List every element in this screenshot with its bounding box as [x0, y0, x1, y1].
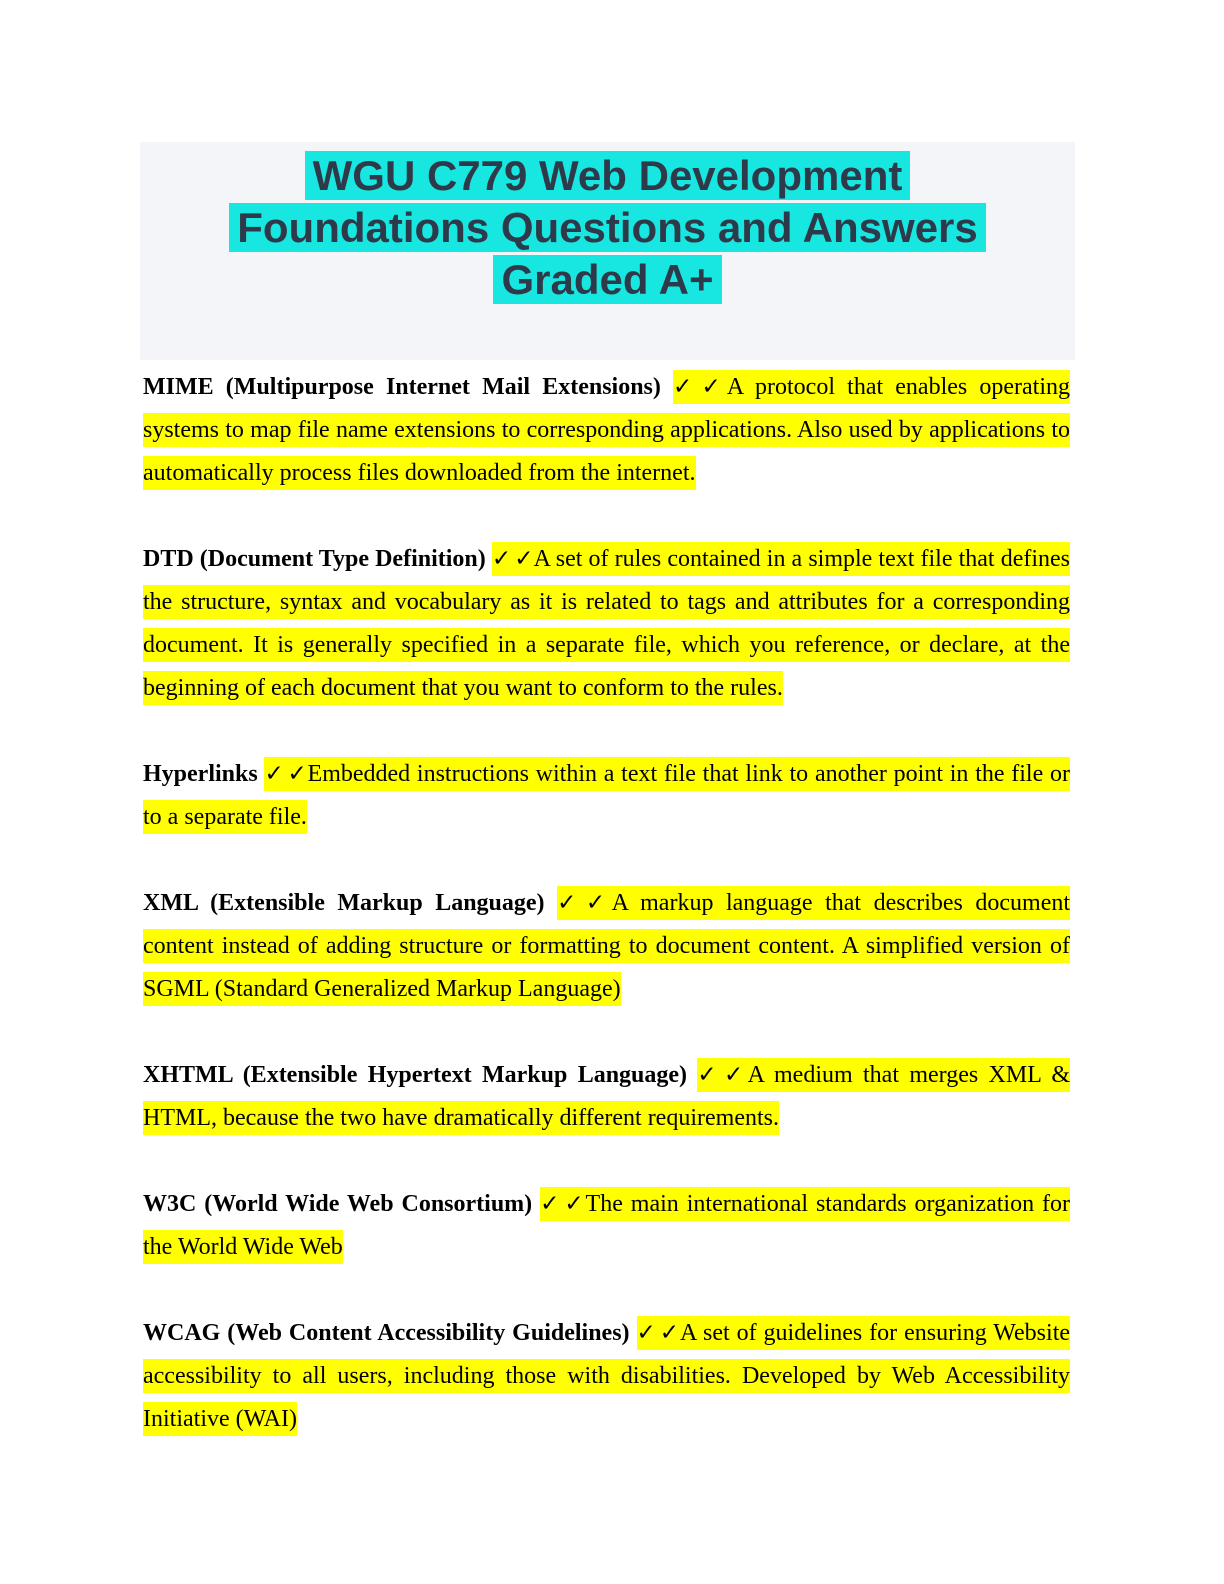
qa-answer-text: A protocol that enables operating systems to map file name extensions to corresponding applications. Also used by applications to automatically process files downloaded from the internet. [143, 374, 1071, 486]
qa-entry [143, 1312, 1070, 1441]
qa-term: XML (Extensible Markup Language) [143, 890, 545, 916]
qa-answer-text: The main international standards organization for the World Wide Web [143, 1191, 1071, 1260]
double-checkmark-icon: ✓✓ [636, 1320, 683, 1346]
qa-entry [143, 366, 1070, 495]
qa-list [143, 366, 1070, 1441]
qa-answer-text: A medium that merges XML & HTML, because the two have dramatically different requirements. [143, 1062, 1070, 1131]
double-checkmark-icon: ✓✓ [540, 1191, 589, 1217]
qa-term: XHTML (Extensible Hypertext Markup Language) [143, 1062, 688, 1088]
qa-answer-text: A markup language that describes document content instead of adding structure or formatting to document content. A simplified version of SGML (Standard Generalized Markup Language) [143, 890, 1071, 1002]
qa-answer-text: A set of rules contained in a simple text file that defines the structure, syntax and vocabulary as it is related to tags and attributes for a corresponding document. It is generally specified in a separate file, which you reference, or declare, at the beginning of each document that you want to conform to the rules. [143, 546, 1071, 701]
qa-entry [143, 1183, 1070, 1269]
double-checkmark-icon: ✓✓ [673, 374, 730, 400]
double-checkmark-icon: ✓✓ [697, 1062, 751, 1088]
page-title-line-2 [140, 202, 1075, 254]
qa-term: W3C (World Wide Web Consortium) [143, 1191, 533, 1217]
qa-term: Hyperlinks [143, 761, 258, 787]
title-highlight: Foundations Questions and Answers [229, 203, 986, 252]
qa-term: WCAG (Web Content Accessibility Guidelines) [143, 1320, 630, 1346]
qa-entry [143, 1054, 1070, 1140]
double-checkmark-icon: ✓✓ [264, 761, 311, 787]
qa-term: DTD (Document Type Definition) [143, 546, 486, 572]
title-highlight: WGU C779 Web Development [305, 151, 911, 200]
title-highlight: Graded A+ [493, 255, 721, 304]
double-checkmark-icon: ✓✓ [491, 546, 537, 572]
qa-term: MIME (Multipurpose Internet Mail Extensions) [143, 374, 661, 400]
qa-answer-text: A set of guidelines for ensuring Website accessibility to all users, including those with disabilities. Developed by Web Accessibility Initiative (WAI) [143, 1320, 1071, 1432]
page-title-line-3 [140, 254, 1075, 306]
qa-entry [143, 882, 1070, 1011]
page-header [140, 142, 1075, 360]
qa-entry [143, 538, 1070, 710]
qa-entry [143, 753, 1070, 839]
qa-answer-text: Embedded instructions within a text file that link to another point in the file or to a separate file. [143, 761, 1070, 830]
qa-answer-highlight [143, 757, 1070, 834]
double-checkmark-icon: ✓✓ [557, 890, 615, 916]
page-title-line-1 [140, 150, 1075, 202]
